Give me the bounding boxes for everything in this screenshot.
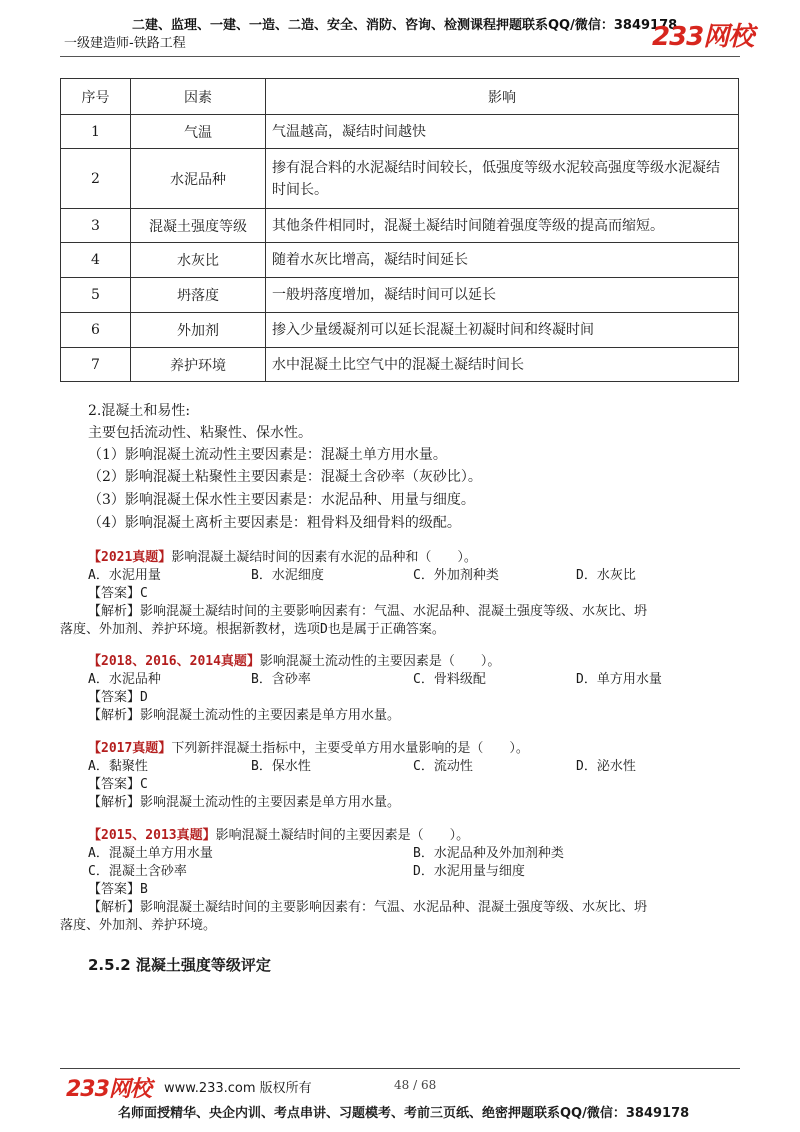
option: A．混凝土单方用水量 bbox=[88, 846, 213, 861]
header-promo-line: 二建、监理、一建、一造、二造、安全、消防、咨询、检测课程押题联系QQ/微信：3849178 bbox=[132, 18, 678, 33]
header-divider bbox=[60, 56, 740, 57]
table-row bbox=[61, 115, 739, 149]
table-cell: 气温越高，凝结时间越快 bbox=[266, 115, 739, 149]
analysis-line: 【解析】影响混凝土流动性的主要因素是单方用水量。 bbox=[88, 708, 401, 723]
brand-logo: 233网校 bbox=[652, 22, 754, 52]
section-intro: 主要包括流动性、粘聚性、保水性。 bbox=[88, 425, 312, 441]
option: B．水泥品种及外加剂种类 bbox=[413, 846, 564, 861]
exam-tag: 【2018、2016、2014真题】 bbox=[88, 654, 260, 669]
question-stem bbox=[88, 653, 500, 671]
table-cell: 2 bbox=[61, 149, 131, 209]
document-subtitle: 一级建造师-铁路工程 bbox=[64, 36, 186, 51]
list-item: （4）影响混凝土离析主要因素是：粗骨料及细骨料的级配。 bbox=[88, 515, 461, 531]
option: A．黏聚性 bbox=[88, 759, 148, 774]
table-cell: 水中混凝土比空气中的混凝土凝结时间长 bbox=[266, 348, 739, 382]
question-stem bbox=[88, 740, 529, 758]
option: D．单方用水量 bbox=[576, 672, 662, 687]
page-number: 48 / 68 bbox=[394, 1078, 437, 1092]
option: D．水泥用量与细度 bbox=[413, 864, 525, 879]
answer: 【答案】D bbox=[88, 690, 148, 705]
list-item: （1）影响混凝土流动性主要因素是：混凝土单方用水量。 bbox=[88, 447, 447, 463]
exam-tag: 【2021真题】 bbox=[88, 550, 172, 565]
table-cell: 其他条件相同时，混凝土凝结时间随着强度等级的提高而缩短。 bbox=[266, 209, 739, 243]
table-row bbox=[61, 348, 739, 382]
table-header-row bbox=[61, 79, 739, 115]
table-cell: 4 bbox=[61, 243, 131, 278]
table-cell: 一般坍落度增加，凝结时间可以延长 bbox=[266, 278, 739, 313]
analysis-line: 【解析】影响混凝土凝结时间的主要影响因素有：气温、水泥品种、混凝土强度等级、水灰比、坍 bbox=[88, 900, 648, 915]
table-cell: 6 bbox=[61, 313, 131, 348]
table-row bbox=[61, 149, 739, 209]
footer-promo-line: 名师面授精华、央企内训、考点串讲、习题模考、考前三页纸、绝密押题联系QQ/微信：3849178 bbox=[118, 1106, 690, 1121]
setting-time-factors-table bbox=[60, 78, 739, 382]
table-row bbox=[61, 313, 739, 348]
footer-divider bbox=[60, 1068, 740, 1069]
option: C．流动性 bbox=[413, 759, 473, 774]
table-row bbox=[61, 278, 739, 313]
option: A．水泥用量 bbox=[88, 568, 161, 583]
answer: 【答案】C bbox=[88, 777, 148, 792]
option: B．水泥细度 bbox=[251, 568, 324, 583]
column-header: 因素 bbox=[131, 79, 266, 115]
option: C．混凝土含砂率 bbox=[88, 864, 187, 879]
table-cell: 5 bbox=[61, 278, 131, 313]
table-cell: 气温 bbox=[131, 115, 266, 149]
question-stem bbox=[88, 549, 477, 567]
answer: 【答案】B bbox=[88, 882, 148, 897]
table-cell: 水泥品种 bbox=[131, 149, 266, 209]
exam-tag: 【2017真题】 bbox=[88, 741, 172, 756]
table-cell: 坍落度 bbox=[131, 278, 266, 313]
footer-logo: 233网校 bbox=[66, 1077, 151, 1102]
option: C．骨料级配 bbox=[413, 672, 486, 687]
option: B．保水性 bbox=[251, 759, 311, 774]
table-row bbox=[61, 209, 739, 243]
table-cell: 混凝土强度等级 bbox=[131, 209, 266, 243]
answer: 【答案】C bbox=[88, 586, 148, 601]
table-cell: 掺入少量缓凝剂可以延长混凝土初凝时间和终凝时间 bbox=[266, 313, 739, 348]
analysis-line: 落度、外加剂、养护环境。根据新教材，选项D也是属于正确答案。 bbox=[60, 622, 445, 637]
subsection-title: 2.5.2 混凝土强度等级评定 bbox=[88, 956, 271, 974]
table-cell: 3 bbox=[61, 209, 131, 243]
question-stem bbox=[88, 827, 469, 845]
column-header: 影响 bbox=[266, 79, 739, 115]
analysis-line: 【解析】影响混凝土凝结时间的主要影响因素有：气温、水泥品种、混凝土强度等级、水灰比、坍 bbox=[88, 604, 648, 619]
table-cell: 掺有混合料的水泥凝结时间较长，低强度等级水泥较高强度等级水泥凝结时间长。 bbox=[266, 149, 739, 209]
question-text: 影响混凝土凝结时间的主要因素是（ ）。 bbox=[215, 828, 470, 843]
exam-tag: 【2015、2013真题】 bbox=[88, 828, 216, 843]
table-cell: 水灰比 bbox=[131, 243, 266, 278]
table-cell: 7 bbox=[61, 348, 131, 382]
table-cell: 1 bbox=[61, 115, 131, 149]
question-text: 下列新拌混凝土指标中，主要受单方用水量影响的是（ ）。 bbox=[171, 741, 529, 756]
option: C．外加剂种类 bbox=[413, 568, 499, 583]
option: A．水泥品种 bbox=[88, 672, 161, 687]
table-cell: 外加剂 bbox=[131, 313, 266, 348]
column-header: 序号 bbox=[61, 79, 131, 115]
analysis-line: 【解析】影响混凝土流动性的主要因素是单方用水量。 bbox=[88, 795, 401, 810]
option: D．水灰比 bbox=[576, 568, 636, 583]
footer-site-link[interactable]: www.233.com 版权所有 bbox=[164, 1081, 312, 1096]
analysis-line: 落度、外加剂、养护环境。 bbox=[60, 918, 217, 933]
table-cell: 养护环境 bbox=[131, 348, 266, 382]
question-text: 影响混凝土凝结时间的因素有水泥的品种和（ ）。 bbox=[171, 550, 477, 565]
table-row bbox=[61, 243, 739, 278]
list-item: （2）影响混凝土粘聚性主要因素是：混凝土含砂率（灰砂比）。 bbox=[88, 469, 482, 485]
section-heading: 2.混凝土和易性: bbox=[88, 403, 191, 419]
option: D．泌水性 bbox=[576, 759, 636, 774]
table-cell: 随着水灰比增高，凝结时间延长 bbox=[266, 243, 739, 278]
question-text: 影响混凝土流动性的主要因素是（ ）。 bbox=[259, 654, 501, 669]
list-item: （3）影响混凝土保水性主要因素是：水泥品种、用量与细度。 bbox=[88, 492, 475, 508]
option: B．含砂率 bbox=[251, 672, 311, 687]
